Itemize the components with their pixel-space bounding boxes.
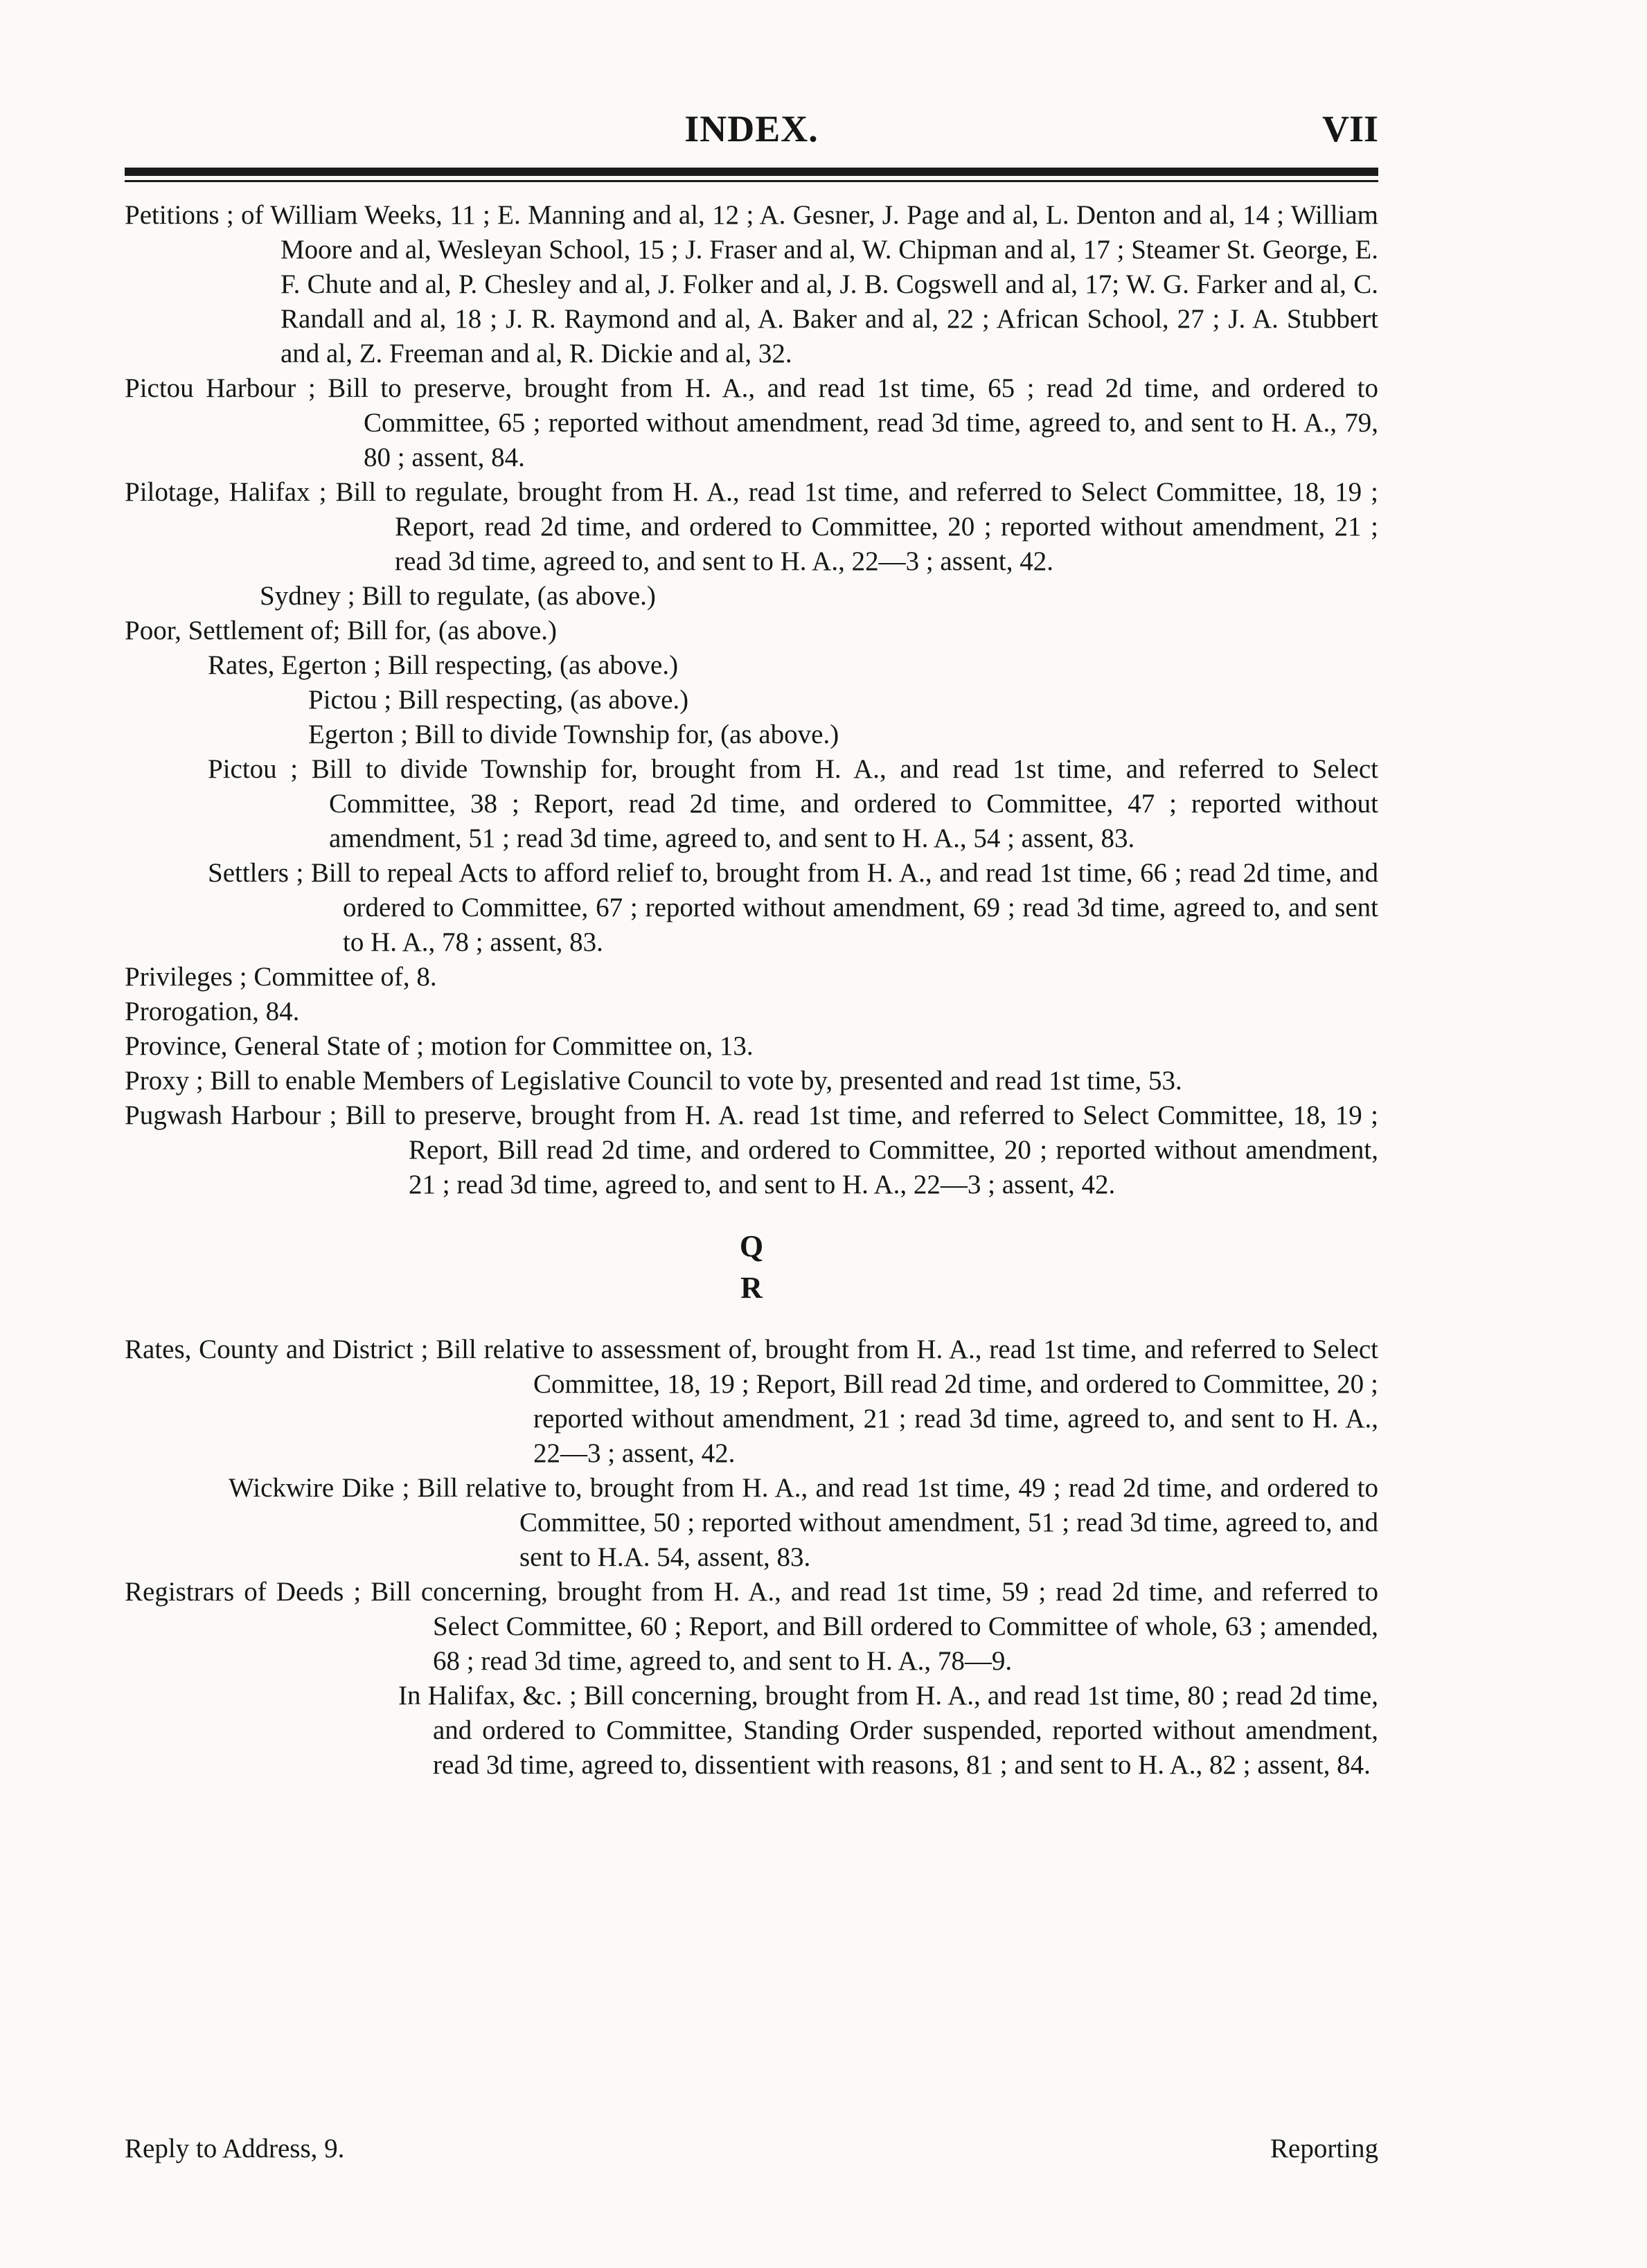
index-entry [125,1332,1378,1471]
entry-text: Bill relative to assessment of, brought from H. A., read 1st time, and referred to Select Committee, 18, 19 ; Report, Bill read 2d time, and ordered to Committee, 20 ; reported without amendment, 21 ; read 3d time, agreed to, and sent to H. A., 22—3 ; assent, 42. [436,1334,1379,1468]
index-content [125,198,1378,1783]
footer-entry: Reply to Address, 9. [125,2134,345,2163]
index-section-p [125,198,1378,1202]
page-number: VII [1321,108,1378,150]
section-letter-r: R [740,1271,763,1305]
index-section-r [125,1332,1378,1783]
entry-heading: In Halifax, &c. ; [398,1681,577,1711]
entry-text: Bill to regulate, brought from H. A., read 1st time, and referred to Select Committee, 18, 19 ; Report, read 2d time, and ordered to Committee, 20 ; reported without amendment, 21 ; read 3d time, agreed to, and sent to H. A., 22—3 ; assent, 42. [335,477,1378,576]
entry-heading: Rates, Egerton ; [208,650,382,680]
index-entry [125,683,1378,717]
index-entry [125,614,1378,648]
entry-heading: Rates, County and District ; [125,1334,429,1364]
entry-text: Bill to repeal Acts to afford relief to, brought from H. A., and read 1st time, 66 ; read 2d time, and ordered to Committee, 67 ; reported without amendment, 69 ; read 3d time, agreed to, and sent to H. A., 78 ; assent, 83. [310,858,1379,957]
entry-text: Bill to enable Members of Legislative Council to vote by, presented and read 1st time, 53. [210,1066,1182,1096]
entry-text: Bill to regulate, (as above.) [362,581,656,611]
running-header [125,107,1378,163]
entry-heading: Privileges ; [125,962,247,992]
index-entry [125,717,1378,752]
page-title: INDEX. [684,108,819,150]
index-entry [125,198,1378,371]
entry-heading: Pictou ; [208,754,299,784]
entry-heading: Pictou ; [308,685,392,715]
index-entry [125,371,1378,475]
entry-heading: Pilotage, Halifax ; [125,477,327,507]
index-entry [125,1471,1378,1575]
entry-heading: Poor, Settlement of; [125,616,341,645]
entry-heading: Province, General State of ; [125,1031,425,1061]
header-rule-thick [125,168,1378,176]
index-entry [125,752,1378,856]
entry-text: Bill to preserve, brought from H. A., and read 1st time, 65 ; read 2d time, and ordered to Committee, 65 ; reported without amendment, read 3d time, agreed to, and sent to H. A., 79, 80 ; assent, 84. [328,373,1378,472]
entry-text: Bill respecting, (as above.) [387,650,679,680]
entry-heading: Proxy ; [125,1066,204,1096]
entry-text: Bill relative to, brought from H. A., and read 1st time, 49 ; read 2d time, and ordered to Committee, 50 ; reported without amendment, 51 ; read 3d time, agreed to, and sent to H.A. 54, assent, 83. [417,1473,1378,1572]
entry-text: motion for Committee on, 13. [430,1031,754,1061]
section-letter-q: Q [739,1229,764,1263]
entry-heading: Petitions ; [125,200,234,230]
entry-text: Bill to divide Township for, brought from H. A., and read 1st time, and referred to Select Committee, 38 ; Report, read 2d time, and ordered to Committee, 47 ; reported without amendment, 51 ; read 3d time, agreed to, and sent to H. A., 54 ; assent, 83. [311,754,1378,853]
entry-heading: Settlers ; [208,858,304,888]
index-entry [125,475,1378,579]
entry-text: Bill respecting, (as above.) [398,685,689,715]
entry-text: Bill to preserve, brought from H. A. read 1st time, and referred to Select Committee, 18, 19 ; Report, Bill read 2d time, and ordered to Committee, 20 ; reported without amendment, 21 ; read 3d time, agreed to, and sent to H. A., 22—3 ; assent, 42. [345,1100,1378,1199]
entry-text: Bill concerning, brought from H. A., and read 1st time, 59 ; read 2d time, and referred to Select Committee, 60 ; Report, and Bill ordered to Committee of whole, 63 ; amended, 68 ; read 3d time, agreed to, and sent to H. A., 78—9. [371,1577,1378,1676]
entry-text: of William Weeks, 11 ; E. Manning and al, 12 ; A. Gesner, J. Page and al, L. Denton and al, 14 ; William Moore and al, Wesleyan School, 15 ; J. Fraser and al, W. Chipman and al, 17 ; Steamer St. George, E. F. Chute and al, P. Chesley and al, J. Folker and al, J. B. Cogswell and al, 17; W. G. Farker and al, C. Randall and al, 18 ; J. R. Raymond and al, A. Baker and al, 22 ; African School, 27 ; J. A. Stubbert and al, Z. Freeman and al, R. Dickie and al, 32. [241,200,1379,368]
index-entry [125,1098,1378,1202]
entry-heading: Egerton ; [308,720,409,749]
index-entry [125,648,1378,683]
index-entry [125,856,1378,960]
page-footer [125,2133,1378,2172]
entry-text: Committee of, 8. [253,962,437,992]
catchword: Reporting [1270,2134,1378,2163]
header-rule-thin [125,180,1378,182]
index-entry [125,960,1378,994]
entry-heading: Wickwire Dike ; [229,1473,410,1503]
index-entry [125,994,1378,1029]
index-entry [125,1029,1378,1064]
index-entry [125,1679,1378,1783]
index-entry [125,579,1378,614]
index-entry [125,1575,1378,1679]
entry-heading: Pugwash Harbour ; [125,1100,337,1130]
entry-heading: Pictou Harbour ; [125,373,316,403]
entry-heading: Prorogation, 84. [125,997,300,1026]
entry-heading: Registrars of Deeds ; [125,1577,362,1607]
entry-text: Bill to divide Township for, (as above.) [414,720,839,749]
entry-heading: Sydney ; [260,581,355,611]
entry-text: Bill for, (as above.) [347,616,558,645]
entry-text: Bill concerning, brought from H. A., and read 1st time, 80 ; read 2d time, and ordered to Committee, Standing Order suspended, reported without amendment, read 3d time, agreed to, dissentient with reasons, 81 ; and sent to H. A., 82 ; assent, 84. [433,1681,1378,1780]
index-entry [125,1064,1378,1098]
